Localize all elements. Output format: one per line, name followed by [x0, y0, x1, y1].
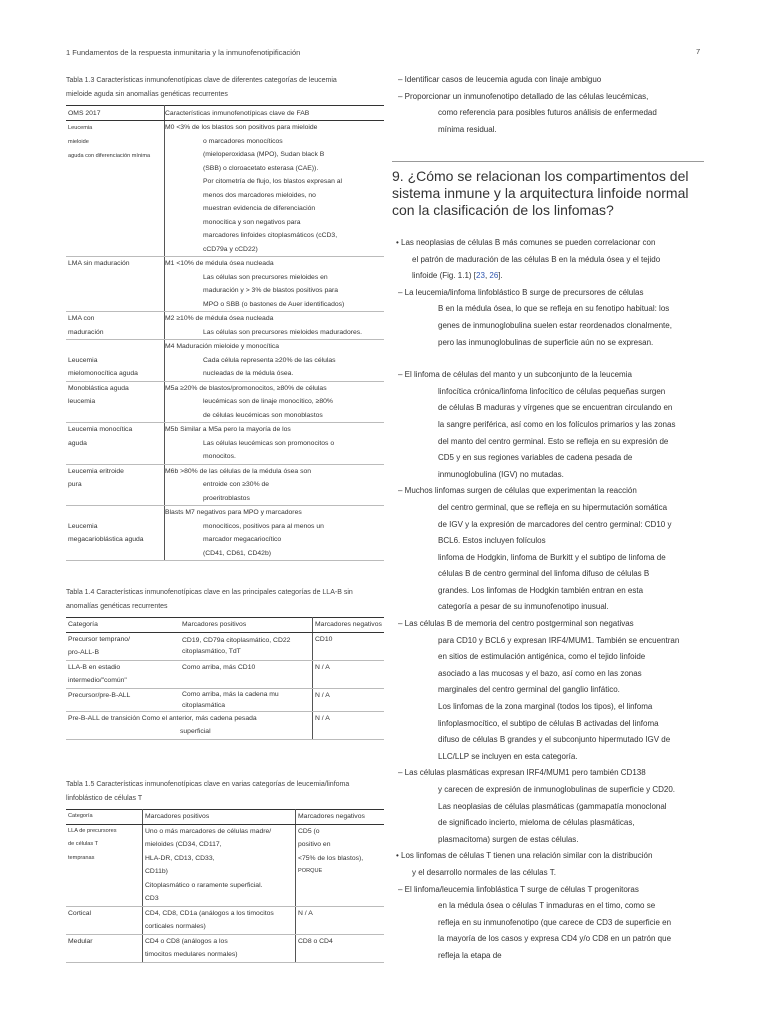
table-row	[66, 340, 384, 382]
list-item: – La leucemia/linfoma linfoblástico B surge de precursores de células B en la médula ósea, lo que se refleja en su fenotipo habitual: los genes de inmunoglobulina suelen estar reordenados clonalmente, pero las inmunoglobulinas de superficie aún no se expresan.	[398, 287, 672, 347]
table3-category-line: pura	[68, 481, 82, 488]
table-row	[66, 688, 384, 711]
table4-header-col3: Marcadores negativos	[313, 618, 385, 633]
table5-positive-line: HLA-DR, CD13, CD33,	[145, 854, 215, 862]
table-row	[66, 464, 384, 506]
table3-category-line: mielomonocítica aguda	[68, 370, 138, 377]
table4-category	[66, 688, 180, 711]
table3-category-line: Leucemia eritroide	[68, 467, 124, 475]
table3-category-line: aguda	[68, 439, 87, 447]
table-row	[66, 824, 384, 906]
table3-category	[66, 257, 165, 312]
table3-description	[165, 257, 385, 312]
table3-fab-line: M5b Similar a M5a pero la mayoría de los	[165, 426, 291, 433]
table4-positive-line: citoplasmática	[182, 701, 226, 709]
table3-category-line: megacarioblástica aguda	[68, 536, 144, 543]
table3-category-line: maduración	[68, 328, 104, 336]
table3-category	[66, 423, 165, 465]
bullet-item: • Los linfomas de células T tienen una relación similar con la distribución y el desarrollo normales de las células T.	[396, 851, 653, 877]
table3-desc-line: (mieloperoxidasa (MPO), Sudan black B	[203, 151, 325, 158]
table3-desc-line: Cada célula representa ≥20% de las células	[203, 356, 336, 364]
table3-desc-line: cCD79a y cCD22)	[203, 245, 258, 253]
top-list	[392, 72, 710, 138]
table4-category	[66, 660, 180, 688]
table4-header-col2: Marcadores positivos	[180, 618, 313, 633]
list-item: – Las células plasmáticas expresan IRF4/MUM1 pero también CD138 y carecen de expresión de inmunoglobulinas de superficie y CD20. Las neoplasias de células plasmáticas (gammapatía monoclonal de significado incierto, mieloma de células plasmáticas, plasmacitoma) surgen de estas células.	[398, 768, 676, 844]
table-row	[66, 632, 384, 660]
table5-positive-line: corticales normales)	[145, 923, 206, 930]
table-1-3	[66, 105, 384, 561]
table5-header-col1: Categoría	[66, 810, 143, 825]
table5-positive	[143, 906, 296, 934]
table5-negative-line: CD8 o CD4	[298, 937, 333, 945]
table3-desc-line: nucleadas de la médula ósea.	[203, 370, 294, 377]
section-heading: 9. ¿Cómo se relacionan los compartimentos del sistema inmune y la arquitectura linfoide normal con la clasificación de los linfomas?	[392, 161, 704, 219]
list-item: – Proporcionar un inmunofenotipo detallado de las células leucémicas, como referencia para posibles futuros análisis de enfermedad mínima residual.	[398, 91, 657, 134]
table4-positive-line: CD19, CD79a citoplasmático, CD22	[182, 636, 291, 644]
table4-header-col1: Categoría	[66, 618, 180, 633]
table3-category-line: Monoblástica aguda	[68, 384, 129, 392]
list-item: – Muchos linfomas surgen de células que experimentan la reacción del centro germinal, que se refleja en su hipermutación somática de IGV y la expresión de marcadores del centro germinal: CD10 y BCL6. Estos incluyen folículos linfoma de Hodgkin, linfoma de Burkitt y el subtipo de linfoma de células B de centro germinal del linfoma difuso de células B grandes. Los linfomas de Hodgkin también entran en esta categoría a pesar de su inmunofenotipo inusual.	[398, 486, 672, 612]
table3-desc-line: marcador megacariocítico	[203, 536, 282, 543]
table3-fab-line: M5a ≥20% de blastos/promonocitos, ≥80% de células	[165, 384, 327, 392]
table4-category	[66, 711, 313, 739]
table3-header-col2: Características inmunofenotípicas clave de FAB	[165, 106, 385, 121]
table3-caption: Tabla 1.3 Características inmunofenotípicas clave de diferentes categorías de leucemia mieloide aguda sin anomalías genéticas recurrentes	[66, 77, 337, 98]
bullet-item-t-cell	[392, 848, 710, 881]
table5-positive-line: Citoplasmático o raramente superficial.	[145, 881, 263, 889]
table5-category-line: tempranas	[68, 854, 95, 861]
table4-negative: CD10	[313, 632, 385, 660]
table5-category	[66, 906, 143, 934]
list-item: – Las células B de memoria del centro postgerminal son negativas para CD10 y BCL6 y expresan IRF4/MUM1. También se encuentran en sitios de estimulación antigénica, como el tejido linfoide asociado a las mucosas y el bazo, así como en las zonas marginales del centro germinal del ganglio linfático. Los linfomas de la zona marginal (todos los tipos), el linfoma linfoplasmocítico, el subtipo de células B activadas del linfoma difuso de células B grandes y el subconjunto hipermutado IGV de LLC/LLP se incluyen en esta categoría.	[398, 619, 680, 761]
table3-desc-line: muestran evidencia de diferenciación	[203, 205, 316, 212]
table5-negative	[296, 906, 385, 934]
dash-item-memory-b	[392, 616, 710, 765]
table3-desc-line: MPO o SBB (o bastones de Auer identificados)	[203, 300, 345, 308]
running-head: 1 Fundamentos de la respuesta inmunitaria y la inmunofenotipificación	[66, 48, 301, 57]
table3-fab-line: M0 <3% de los blastos son positivos para mieloide	[165, 124, 318, 131]
table5-negative	[296, 934, 385, 962]
table3-description	[165, 121, 385, 257]
table3-desc-line: Las células son precursores mieloides maduradores.	[203, 328, 363, 336]
table3-desc-line: menos dos marcadores mieloides, no	[203, 191, 316, 199]
table4-category-line: intermedio/"común"	[68, 677, 127, 684]
table5-positive-line: mieloides (CD34, CD117,	[145, 841, 222, 848]
table5-positive-line: timocitos medulares normales)	[145, 951, 238, 958]
table3-desc-line: marcadores linfoides citoplasmáticos (cCD3,	[203, 232, 338, 239]
table5-positive	[143, 934, 296, 962]
table3-desc-line: maduración y > 3% de blastos positivos para	[203, 287, 339, 294]
table3-desc-line: monocíticos, positivos para al menos un	[203, 522, 324, 530]
table3-desc-line: leucémicas son de linaje monocítico, ≥80%	[203, 398, 333, 405]
table5-negative-line: <75% de los blastos),	[298, 854, 364, 862]
table3-category	[66, 121, 165, 257]
table3-desc-line: Las células son precursores mieloides en	[203, 273, 328, 281]
table4-negative: N / A	[313, 660, 385, 688]
table-row	[66, 257, 384, 312]
table5-category-line: LLA de precursores	[68, 827, 117, 834]
table5-header-col3: Marcadores negativos	[296, 810, 385, 825]
table3-description	[165, 340, 385, 382]
table4-category-line: Pre-B-ALL de transición Como el anterior, más cadena pesada	[68, 714, 257, 722]
table3-fab-line: Blasts M7 negativos para MPO y marcadores	[165, 509, 302, 516]
table-1-5	[66, 809, 384, 963]
table3-desc-line: o marcadores monocíticos	[203, 137, 283, 145]
table3-description	[165, 464, 385, 506]
table5-negative-line: N / A	[298, 909, 313, 917]
table3-fab-line: M2 ≥10% de médula ósea nucleada	[165, 315, 274, 322]
table5-positive	[143, 824, 296, 906]
table-row	[66, 312, 384, 340]
dash-item-germinal-center	[392, 483, 710, 616]
table-1-4	[66, 617, 384, 740]
table3-desc-line: de células leucémicas son monoblastos	[203, 411, 323, 419]
table3-description	[165, 312, 385, 340]
table5-positive-line: CD11b)	[145, 868, 168, 875]
table-row	[66, 711, 384, 739]
table4-positive	[180, 660, 313, 688]
table3-fab-line: M6b >80% de las células de la médula ósea son	[165, 467, 312, 475]
table5-positive-line: CD3	[145, 895, 159, 902]
table3-category-line: Leucemia monocítica	[68, 426, 133, 433]
table3-category	[66, 312, 165, 340]
table4-category-line: Precursor/pre-B-ALL	[68, 691, 131, 699]
table3-desc-line: Las células leucémicas son promonocitos o	[203, 439, 335, 447]
table4-category-line: pro-ALL-B	[68, 649, 99, 656]
table3-category-line: leucemia	[68, 398, 96, 405]
table5-category-line: Cortical	[68, 909, 92, 917]
table3-description	[165, 423, 385, 465]
citation-link-23[interactable]: 23	[476, 271, 485, 281]
table3-fab-line: M1 <10% de médula ósea nucleada	[165, 260, 274, 267]
table4-positive	[180, 632, 313, 660]
bullet-item: • Las neoplasias de células B más comunes se pueden correlacionar con el patrón de maduración de las células B en la médula ósea y el tejido linfoide (Fig. 1.1) [23, 26].	[396, 238, 661, 281]
table3-category-line: Leucemia	[68, 356, 98, 364]
dash-item-mantle-cell	[392, 367, 710, 483]
table5-category	[66, 934, 143, 962]
table-row	[66, 506, 384, 561]
table5-negative	[296, 824, 385, 906]
table5-header-col2: Marcadores positivos	[143, 810, 296, 825]
table-row	[66, 121, 384, 257]
table-row	[66, 906, 384, 934]
table3-category-line: aguda con diferenciación mínima	[68, 153, 151, 159]
table3-desc-line: proeritroblastos	[203, 494, 250, 502]
right-body	[392, 235, 710, 965]
table5-negative-line: CD5 (o	[298, 827, 320, 835]
table5-category	[66, 824, 143, 906]
table5-category-line: Medular	[68, 937, 93, 945]
table3-category	[66, 340, 165, 382]
table5-positive-line: CD4, CD8, CD1a (análogos a los timocitos	[145, 909, 274, 917]
table5-negative-line: PORQUE	[298, 868, 323, 874]
table3-desc-line: (SBB) o cloroacetato esterasa (CAE)).	[203, 164, 319, 172]
dash-item-plasma-cells	[392, 765, 710, 848]
table3-description	[165, 381, 385, 423]
table4-negative: N / A	[313, 711, 385, 739]
table5-caption: Tabla 1.5 Características inmunofenotípicas clave en varias categorías de leucemia/linfoma linfoblástico de células T	[66, 781, 350, 802]
table4-positive-line: Como arriba, más CD10	[182, 663, 256, 671]
table4-negative: N / A	[313, 688, 385, 711]
page-number: 7	[696, 47, 701, 56]
table5-negative-line: positivo en	[298, 841, 331, 848]
dash-item-b-lymphoblastic	[392, 285, 710, 351]
list-item: – El linfoma de células del manto y un subconjunto de la leucemia linfocítica crónica/linfoma linfocítico de células pequeñas surgen de células B maduras y vírgenes que se encuentran circulando en la sangre periférica, así como en los folículos primarios y las zonas del manto del centro germinal. Esto se refleja en su expresión de CD5 y en sus regiones variables de cadena pesada de inmunoglobulina (IGV) no mutadas.	[398, 370, 676, 479]
table-row	[66, 381, 384, 423]
table5-positive-line: Uno o más marcadores de células madre/	[145, 827, 272, 835]
dash-item-t-lymphoblastic	[392, 882, 710, 965]
table4-positive-line: Como arriba, más la cadena mu	[182, 690, 279, 698]
table3-category-line: mieloide	[68, 139, 89, 145]
table3-desc-line: Por citometría de flujo, los blastos expresan al	[203, 178, 343, 185]
table3-category-line: LMA con	[68, 315, 95, 322]
table3-category	[66, 464, 165, 506]
table5-category-line: de células T	[68, 841, 99, 847]
list-item: – El linfoma/leucemia linfoblástica T surge de células T progenitoras en la médula ósea o células T inmaduras en el timo, como se refleja en su inmunofenotipo (que carece de CD3 de superficie en la mayoría de los casos y expresa CD4 y/o CD8 en un patrón que refleja la etapa de	[398, 884, 672, 960]
table4-caption: Tabla 1.4 Características inmunofenotípicas clave en las principales categorías de LLA-B sin anomalías genéticas recurrentes	[66, 589, 353, 610]
list-item: – Identificar casos de leucemia aguda con linaje ambiguo	[398, 75, 602, 84]
table-row	[66, 660, 384, 688]
table4-category	[66, 632, 180, 660]
table3-desc-line: entroide con ≥30% de	[203, 481, 270, 488]
table3-header-col1: OMS 2017	[66, 106, 165, 121]
table4-positive	[180, 688, 313, 711]
table3-category	[66, 381, 165, 423]
table-row	[66, 934, 384, 962]
table4-category-line: LLA-B en estadio	[68, 663, 121, 671]
table4-positive-line: citoplasmático, TdT	[182, 647, 241, 655]
table3-category-line	[68, 340, 162, 354]
table3-category	[66, 506, 165, 561]
table3-category-line	[68, 506, 162, 520]
table3-category-line: Leucemia	[68, 125, 93, 131]
table-row	[66, 423, 384, 465]
table3-fab-line: M4 Maduración mieloide y monocítica	[165, 343, 280, 350]
table5-positive-line: CD4 o CD8 (análogos a los	[145, 937, 228, 945]
table4-positive-line: superficial	[180, 728, 211, 735]
table3-description	[165, 506, 385, 561]
table3-desc-line: monocítica y son negativos para	[203, 218, 301, 226]
table3-category-line: LMA sin maduración	[68, 260, 130, 267]
table3-desc-line: (CD41, CD61, CD42b)	[203, 549, 271, 557]
table4-category-line: Precursor temprano/	[68, 635, 130, 643]
table3-desc-line: monocitos.	[203, 453, 236, 460]
table3-category-line: Leucemia	[68, 522, 98, 530]
